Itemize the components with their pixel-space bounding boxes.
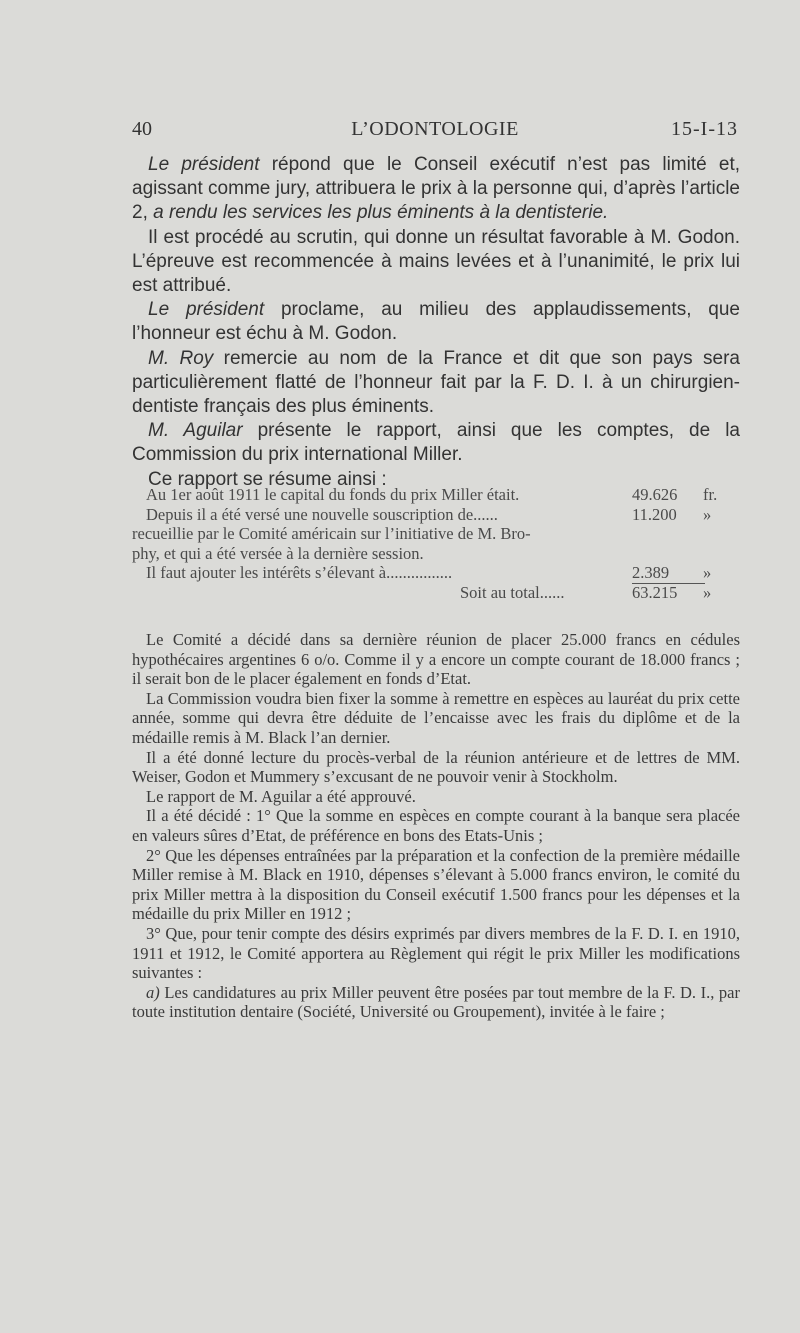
- report-text: [132, 630, 740, 1022]
- total-label: Soit au total......: [460, 582, 565, 602]
- row-label: Depuis il a été versé une nouvelle souscription de......: [146, 504, 498, 524]
- paragraph-text: Les candidatures au prix Miller peuvent être posées par tout membre de la F. D. I., par toute institution dentaire (Société, Université ou Groupement), invitée à le faire ;: [132, 982, 740, 1022]
- paragraph: [132, 983, 740, 1022]
- quoted-article: a rendu les services les plus éminents à la dentisterie.: [153, 202, 609, 224]
- list-marker: a): [146, 982, 160, 1002]
- row-unit: »: [703, 563, 712, 583]
- paragraph: [132, 153, 740, 226]
- row-label: Au 1er août 1911 le capital du fonds du prix Miller était.: [146, 485, 520, 504]
- paragraph: [132, 419, 740, 467]
- row-unit: fr.: [703, 485, 718, 504]
- row-label: recueillie par le Comité américain sur l’initiative de M. Bro-: [132, 524, 531, 544]
- speaker-name: Le président: [148, 299, 265, 321]
- statement-row: [132, 485, 740, 505]
- paragraph: Ce rapport se résume ainsi :: [148, 468, 387, 490]
- minutes-text: [132, 153, 740, 492]
- journal-title: L’ODONTOLOGIE: [351, 118, 519, 140]
- paragraph: [132, 347, 740, 420]
- paragraph: Il a été donné lecture du procès-verbal de la réunion antérieure et de lettres de MM. Weiser, Godon et Mummery s’excusant de ne pouvoir venir à Stockholm.: [132, 747, 740, 787]
- speaker-name: Le président: [148, 154, 260, 175]
- paragraph: La Commission voudra bien fixer la somme à remettre en espèces au lauréat du prix cette année, somme qui devra être déduite de l’encaisse avec les frais du diplôme et de la médaille remis à M. Black l’an dernier.: [132, 688, 740, 747]
- statement-row: [132, 563, 740, 583]
- paragraph-text: présente le rapport, ainsi que les comptes, de la Commission du prix international Miller.: [132, 420, 740, 466]
- paragraph: 2° Que les dépenses entraînées par la préparation et la confection de la première médaille Miller remise à M. Black en 1910, dépenses s’élevant à 5.000 francs environ, le comité du prix Miller mettra à la disposition du Conseil exécutif 1.500 francs pour les dépenses et la médaille du prix Miller en 1912 ;: [132, 845, 740, 924]
- paragraph-text: remercie au nom de la France et dit que son pays sera particulièrement flatté de l’honneur fait par la F. D. I. à un chirurgien-dentiste français des plus éminents.: [132, 347, 740, 418]
- row-amount: 2.389: [632, 563, 705, 584]
- row-amount: 11.200: [632, 504, 677, 524]
- issue-date: 15-I-13: [671, 118, 738, 140]
- total-amount: 63.215: [632, 582, 678, 602]
- statement-row: [132, 544, 740, 564]
- running-header: [132, 118, 738, 148]
- total-unit: »: [703, 582, 712, 602]
- row-label: phy, et qui a été versée à la dernière session.: [132, 543, 424, 563]
- speaker-name: M. Roy: [148, 347, 214, 369]
- row-label: Il faut ajouter les intérêts s’élevant à................: [146, 563, 453, 583]
- row-amount: 49.626: [632, 485, 678, 504]
- paragraph: Le rapport de M. Aguilar a été approuvé.: [146, 786, 416, 806]
- row-unit: »: [703, 504, 712, 524]
- paragraph: Il a été décidé : 1° Que la somme en espèces en compte courant à la banque sera placée en valeurs sûres d’Etat, de préférence en bons des Etats-Unis ;: [132, 806, 740, 845]
- statement-total-row: [132, 583, 740, 603]
- statement-row: [132, 524, 740, 544]
- speaker-name: M. Aguilar: [148, 420, 243, 442]
- paragraph: [132, 298, 740, 346]
- page-number: 40: [132, 118, 152, 140]
- financial-statement: [132, 485, 740, 603]
- paragraph-text: proclame, au milieu des applaudissements, que l’honneur est échu à M. Godon.: [132, 299, 740, 345]
- paragraph: Le Comité a décidé dans sa dernière réunion de placer 25.000 francs en cédules hypothécaires argentines 6 o/o. Comme il y a encore un compte courant de 18.000 francs ; il serait bon de le placer également en fonds d’Etat.: [132, 630, 740, 689]
- statement-row: [132, 505, 740, 525]
- paragraph: Il est procédé au scrutin, qui donne un résultat favorable à M. Godon. L’épreuve est recommencée à mains levées et à l’unanimité, le prix lui est attribué.: [132, 226, 740, 297]
- paragraph-text: répond que le Conseil exécutif n’est pas limité et, agissant comme jury, attribuera le prix à la personne qui, d’après l’article 2,: [132, 154, 741, 224]
- paragraph: 3° Que, pour tenir compte des désirs exprimés par divers membres de la F. D. I. en 1910, 1911 et 1912, le Comité apportera au Règlement qui régit le prix Miller les modifications suivantes :: [132, 923, 740, 983]
